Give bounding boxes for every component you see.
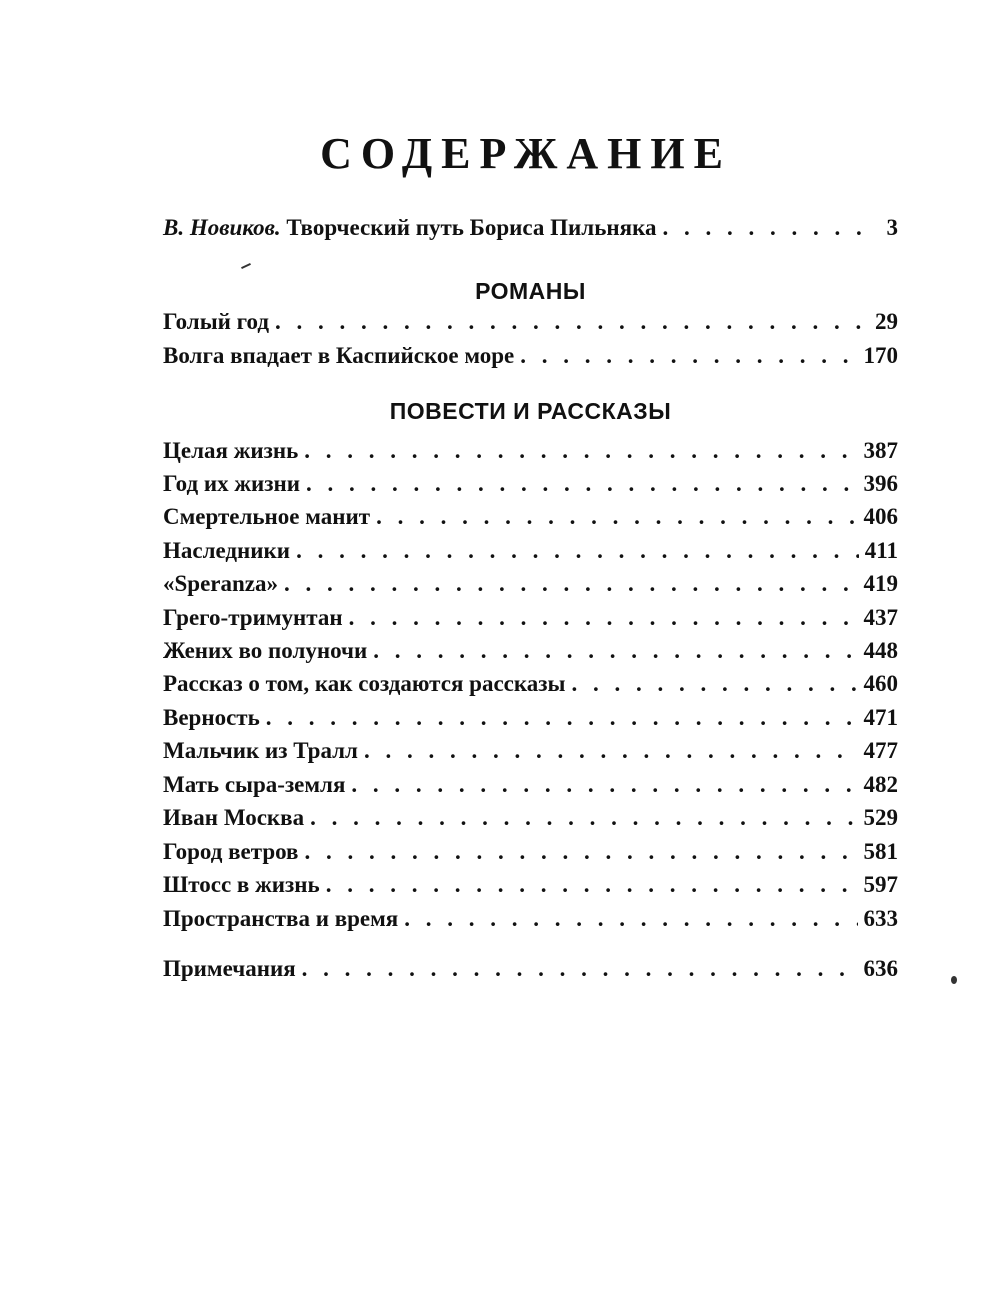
page-title: СОДЕРЖАНИЕ: [320, 129, 732, 178]
entry-title: Грего-тримунтан: [163, 605, 343, 630]
entry-title: Пространства и время: [163, 906, 399, 931]
entry-title: Мать сыра-земля: [163, 772, 346, 797]
toc-entry[interactable]: [163, 571, 898, 605]
page-number: 448: [863, 638, 898, 663]
entry-title: Штосс в жизнь: [163, 872, 320, 897]
toc-entry[interactable]: [163, 705, 898, 739]
toc-entry[interactable]: [163, 309, 898, 343]
page-number: 477: [863, 738, 898, 763]
toc-entry[interactable]: [163, 538, 898, 572]
toc-entry[interactable]: [163, 471, 898, 505]
dot-leader: [349, 605, 858, 631]
section-heading-novels: РОМАНЫ: [475, 278, 586, 304]
entry-title: Примечания: [163, 956, 296, 981]
entry-title: Целая жизнь: [163, 438, 299, 463]
entry-title: Год их жизни: [163, 471, 301, 496]
page-number: 411: [864, 538, 898, 563]
dot-leader: [306, 471, 857, 497]
dot-leader: [284, 571, 858, 597]
entry-title: Верность: [163, 705, 260, 730]
intro-author: В. Новиков.: [163, 215, 281, 240]
page-number: 597: [863, 872, 898, 897]
toc-entry[interactable]: [163, 671, 898, 705]
page-number: 460: [863, 671, 898, 696]
dot-leader: [376, 504, 857, 530]
toc-entry[interactable]: [163, 906, 898, 940]
dot-leader: [275, 309, 869, 335]
dot-leader: [364, 738, 858, 764]
page-number: 633: [863, 906, 898, 931]
page-number: 29: [875, 309, 898, 334]
dot-leader: [404, 906, 857, 932]
entry-title: Жених во полуночи: [163, 638, 368, 663]
dot-leader: [266, 705, 858, 731]
page-number: 3: [886, 215, 898, 240]
dot-leader: [326, 872, 858, 898]
entry-title: Голый год: [163, 309, 270, 334]
page-number: 482: [863, 772, 898, 797]
dot-leader: [304, 438, 857, 464]
toc-entry[interactable]: [163, 872, 898, 906]
entry-title: Рассказ о том, как создаются рассказы: [163, 671, 566, 696]
page-number: 471: [863, 705, 898, 730]
page-number: 529: [863, 805, 898, 830]
page-number: 406: [863, 504, 898, 529]
page-number: 387: [863, 438, 898, 463]
toc-entry[interactable]: [163, 504, 898, 538]
entry-title: Иван Москва: [163, 805, 305, 830]
dot-leader: [520, 343, 857, 369]
toc-entry[interactable]: [163, 772, 898, 806]
toc-entry[interactable]: [163, 805, 898, 839]
page-number: 437: [863, 605, 898, 630]
toc-entry[interactable]: [163, 605, 898, 639]
page-number: 170: [863, 343, 898, 368]
toc-entry[interactable]: [163, 638, 898, 672]
toc-entry[interactable]: [163, 343, 898, 377]
dot-leader: [571, 671, 857, 697]
toc-entry-notes[interactable]: [163, 956, 898, 990]
scan-speck: [951, 976, 957, 984]
toc-entry-label: [163, 215, 656, 241]
dot-leader: [662, 215, 872, 241]
scan-speck: [241, 263, 251, 269]
page-number: 419: [863, 571, 898, 596]
toc-entry[interactable]: [163, 438, 898, 472]
dot-leader: [302, 956, 858, 982]
entry-title: «Speranza»: [163, 571, 278, 596]
toc-entry[interactable]: [163, 839, 898, 873]
toc-entry-intro[interactable]: [163, 215, 898, 249]
entry-title: Город ветров: [163, 839, 299, 864]
page-number: 581: [863, 839, 898, 864]
entry-title: Мальчик из Тралл: [163, 738, 358, 763]
dot-leader: [351, 772, 857, 798]
dot-leader: [310, 805, 857, 831]
toc-entry[interactable]: [163, 738, 898, 772]
dot-leader: [373, 638, 857, 664]
intro-title: Творческий путь Бориса Пильняка: [286, 215, 657, 240]
entry-title: Смертельное манит: [163, 504, 371, 529]
dot-leader: [304, 839, 857, 865]
entry-title: Волга впадает в Каспийское море: [163, 343, 515, 368]
section-heading-stories: ПОВЕСТИ И РАССКАЗЫ: [389, 398, 672, 424]
page-number: 636: [863, 956, 898, 981]
dot-leader: [296, 538, 859, 564]
entry-title: Наследники: [163, 538, 291, 563]
page-number: 396: [863, 471, 898, 496]
